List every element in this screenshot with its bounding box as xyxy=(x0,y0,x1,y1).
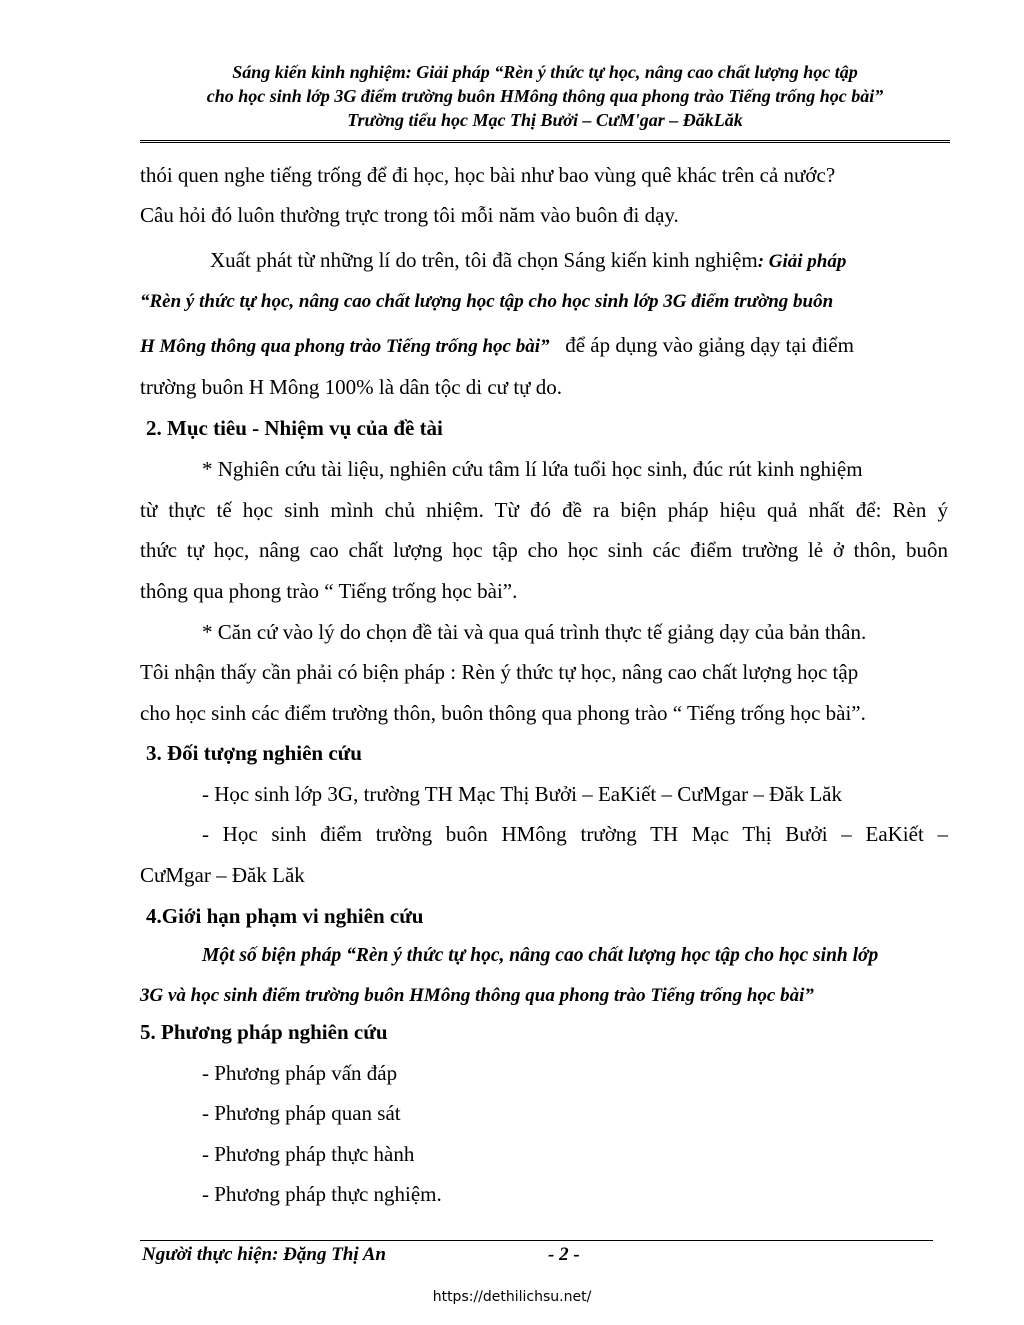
header-line-2: cho học sinh lớp 3G điểm trường buôn HMông thông qua phong trào Tiếng trống học bài” xyxy=(206,86,884,106)
body-line xyxy=(210,248,846,273)
page-number: - 2 - xyxy=(548,1244,580,1265)
list-item: - Phương pháp thực nghiệm. xyxy=(202,1182,442,1206)
body-line: * Nghiên cứu tài liệu, nghiên cứu tâm lí lứa tuổi học sinh, đúc rút kinh nghiệm xyxy=(202,457,863,481)
body-line: trường buôn H Mông 100% là dân tộc di cư tự do. xyxy=(140,375,563,399)
footer-author: Người thực hiện: Đặng Thị An xyxy=(142,1244,386,1265)
body-line: CưMgar – Đăk Lăk xyxy=(140,863,305,887)
body-line: Tôi nhận thấy cần phải có biện pháp : Rèn ý thức tự học, nâng cao chất lượng học tập xyxy=(140,660,859,684)
section-heading: 2. Mục tiêu - Nhiệm vụ của đề tài xyxy=(146,416,443,440)
body-text-bold: H Mông thông qua phong trào Tiếng trống học bài” xyxy=(140,336,550,357)
list-item: - Phương pháp vấn đáp xyxy=(202,1061,398,1085)
body-line: thông qua phong trào “ Tiếng trống học bài”. xyxy=(140,579,518,603)
running-header xyxy=(140,60,950,132)
body-line: từ thực tế học sinh mình chủ nhiệm. Từ đó đề ra biện pháp hiệu quả nhất để: Rèn ý xyxy=(140,498,948,522)
body-line: “Rèn ý thức tự học, nâng cao chất lượng học tập cho học sinh lớp 3G điểm trường buôn xyxy=(140,291,834,312)
body-text-bold: : Giải pháp xyxy=(757,251,847,272)
body-line: cho học sinh các điểm trường thôn, buôn thông qua phong trào “ Tiếng trống học bài”. xyxy=(140,701,866,725)
body-line: * Căn cứ vào lý do chọn đề tài và qua quá trình thực tế giảng dạy của bản thân. xyxy=(202,620,867,644)
body-line: - Học sinh điểm trường buôn HMông trường TH Mạc Thị Bưởi – EaKiết – xyxy=(202,822,948,846)
body-line: Câu hỏi đó luôn thường trực trong tôi mỗi năm vào buôn đi dạy. xyxy=(140,203,679,227)
list-item: - Phương pháp thực hành xyxy=(202,1142,415,1166)
body-line: - Học sinh lớp 3G, trường TH Mạc Thị Bưởi – EaKiết – CưMgar – Đăk Lăk xyxy=(202,782,843,806)
section-heading: 5. Phương pháp nghiên cứu xyxy=(140,1020,388,1044)
body-line: Một số biện pháp “Rèn ý thức tự học, nâng cao chất lượng học tập cho học sinh lớp xyxy=(202,945,879,966)
body-line: thói quen nghe tiếng trống để đi học, học bài như bao vùng quê khác trên cả nước? xyxy=(140,163,836,187)
source-url[interactable]: https://dethilichsu.net/ xyxy=(432,1289,592,1305)
header-line-1: Sáng kiến kinh nghiệm: Giải pháp “Rèn ý thức tự học, nâng cao chất lượng học tập xyxy=(232,62,858,82)
body-text: Xuất phát từ những lí do trên, tôi đã chọn Sáng kiến kinh nghiệm xyxy=(210,248,758,272)
header-line-3: Trường tiểu học Mạc Thị Bưởi – CưM'gar – ĐăkLăk xyxy=(347,110,743,130)
header-rule xyxy=(140,140,950,143)
footer-rule xyxy=(140,1240,933,1241)
body-line: 3G và học sinh điểm trường buôn HMông thông qua phong trào Tiếng trống học bài” xyxy=(140,985,814,1006)
section-heading: 3. Đối tượng nghiên cứu xyxy=(146,741,362,765)
body-text: để áp dụng vào giảng dạy tại điểm xyxy=(565,333,854,357)
body-line: thức tự học, nâng cao chất lượng học tập cho học sinh các điểm trường lẻ ở thôn, buôn xyxy=(140,538,948,562)
list-item: - Phương pháp quan sát xyxy=(202,1101,401,1125)
section-heading: 4.Giới hạn phạm vi nghiên cứu xyxy=(146,904,424,928)
body-line xyxy=(140,333,854,358)
